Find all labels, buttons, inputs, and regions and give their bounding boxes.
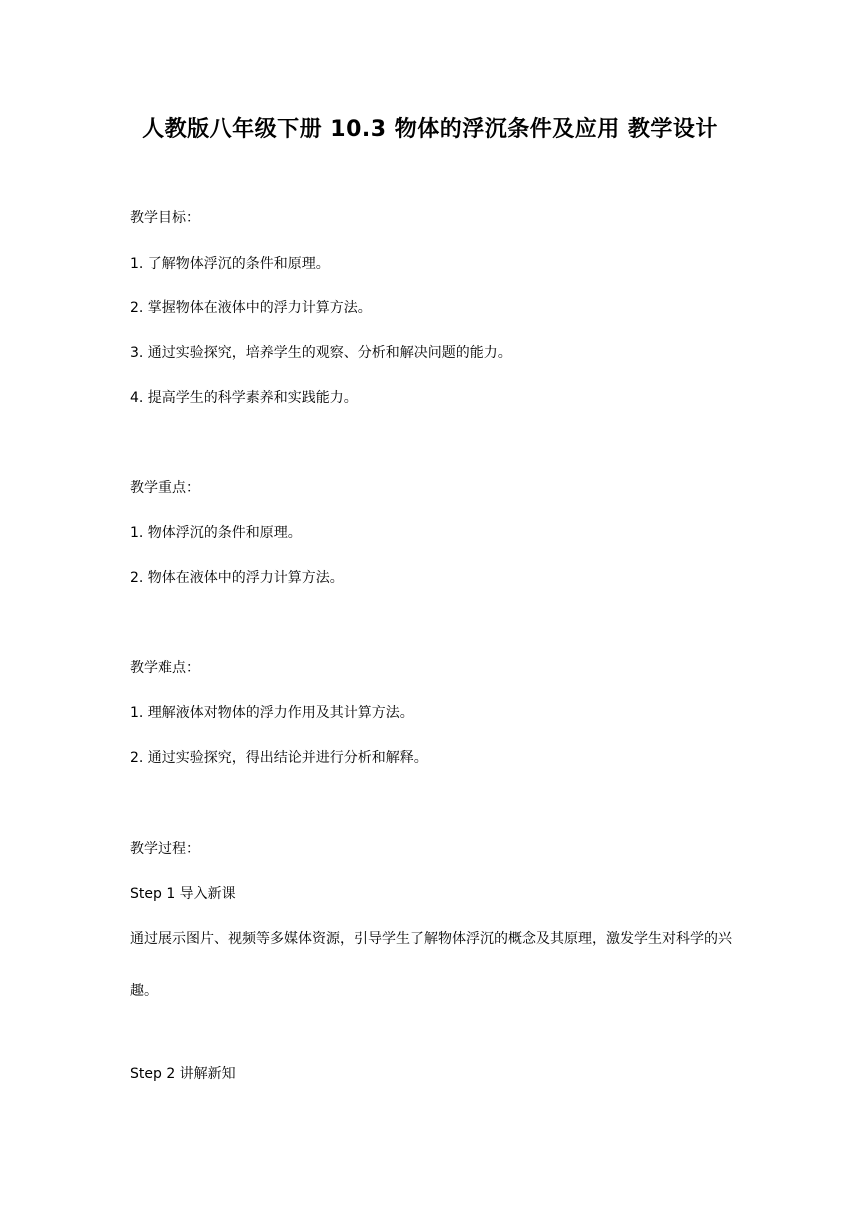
step-1-paragraph: 通过展示图片、视频等多媒体资源，引导学生了解物体浮沉的概念及其原理，激发学生对科学的兴趣。 — [130, 931, 732, 999]
difficulties-heading: 教学难点： — [130, 660, 200, 676]
objective-item-2: 2. 掌握物体在液体中的浮力计算方法。 — [130, 300, 372, 316]
process-heading: 教学过程： — [130, 841, 200, 857]
step-2-title: Step 2 讲解新知 — [130, 1066, 236, 1082]
difficulty-item-2: 2. 通过实验探究，得出结论并进行分析和解释。 — [130, 750, 428, 766]
difficulty-item-1: 1. 理解液体对物体的浮力作用及其计算方法。 — [130, 705, 414, 721]
key-points-heading: 教学重点： — [130, 480, 200, 496]
objective-item-4: 4. 提高学生的科学素养和实践能力。 — [130, 390, 358, 406]
objectives-heading: 教学目标： — [130, 210, 200, 226]
key-point-item-1: 1. 物体浮沉的条件和原理。 — [130, 525, 302, 541]
step-1-title: Step 1 导入新课 — [130, 886, 236, 902]
key-point-item-2: 2. 物体在液体中的浮力计算方法。 — [130, 570, 344, 586]
objective-item-3: 3. 通过实验探究，培养学生的观察、分析和解决问题的能力。 — [130, 345, 512, 361]
objective-item-1: 1. 了解物体浮沉的条件和原理。 — [130, 256, 330, 272]
document-title: 人教版八年级下册 10.3 物体的浮沉条件及应用 教学设计 — [142, 117, 718, 142]
